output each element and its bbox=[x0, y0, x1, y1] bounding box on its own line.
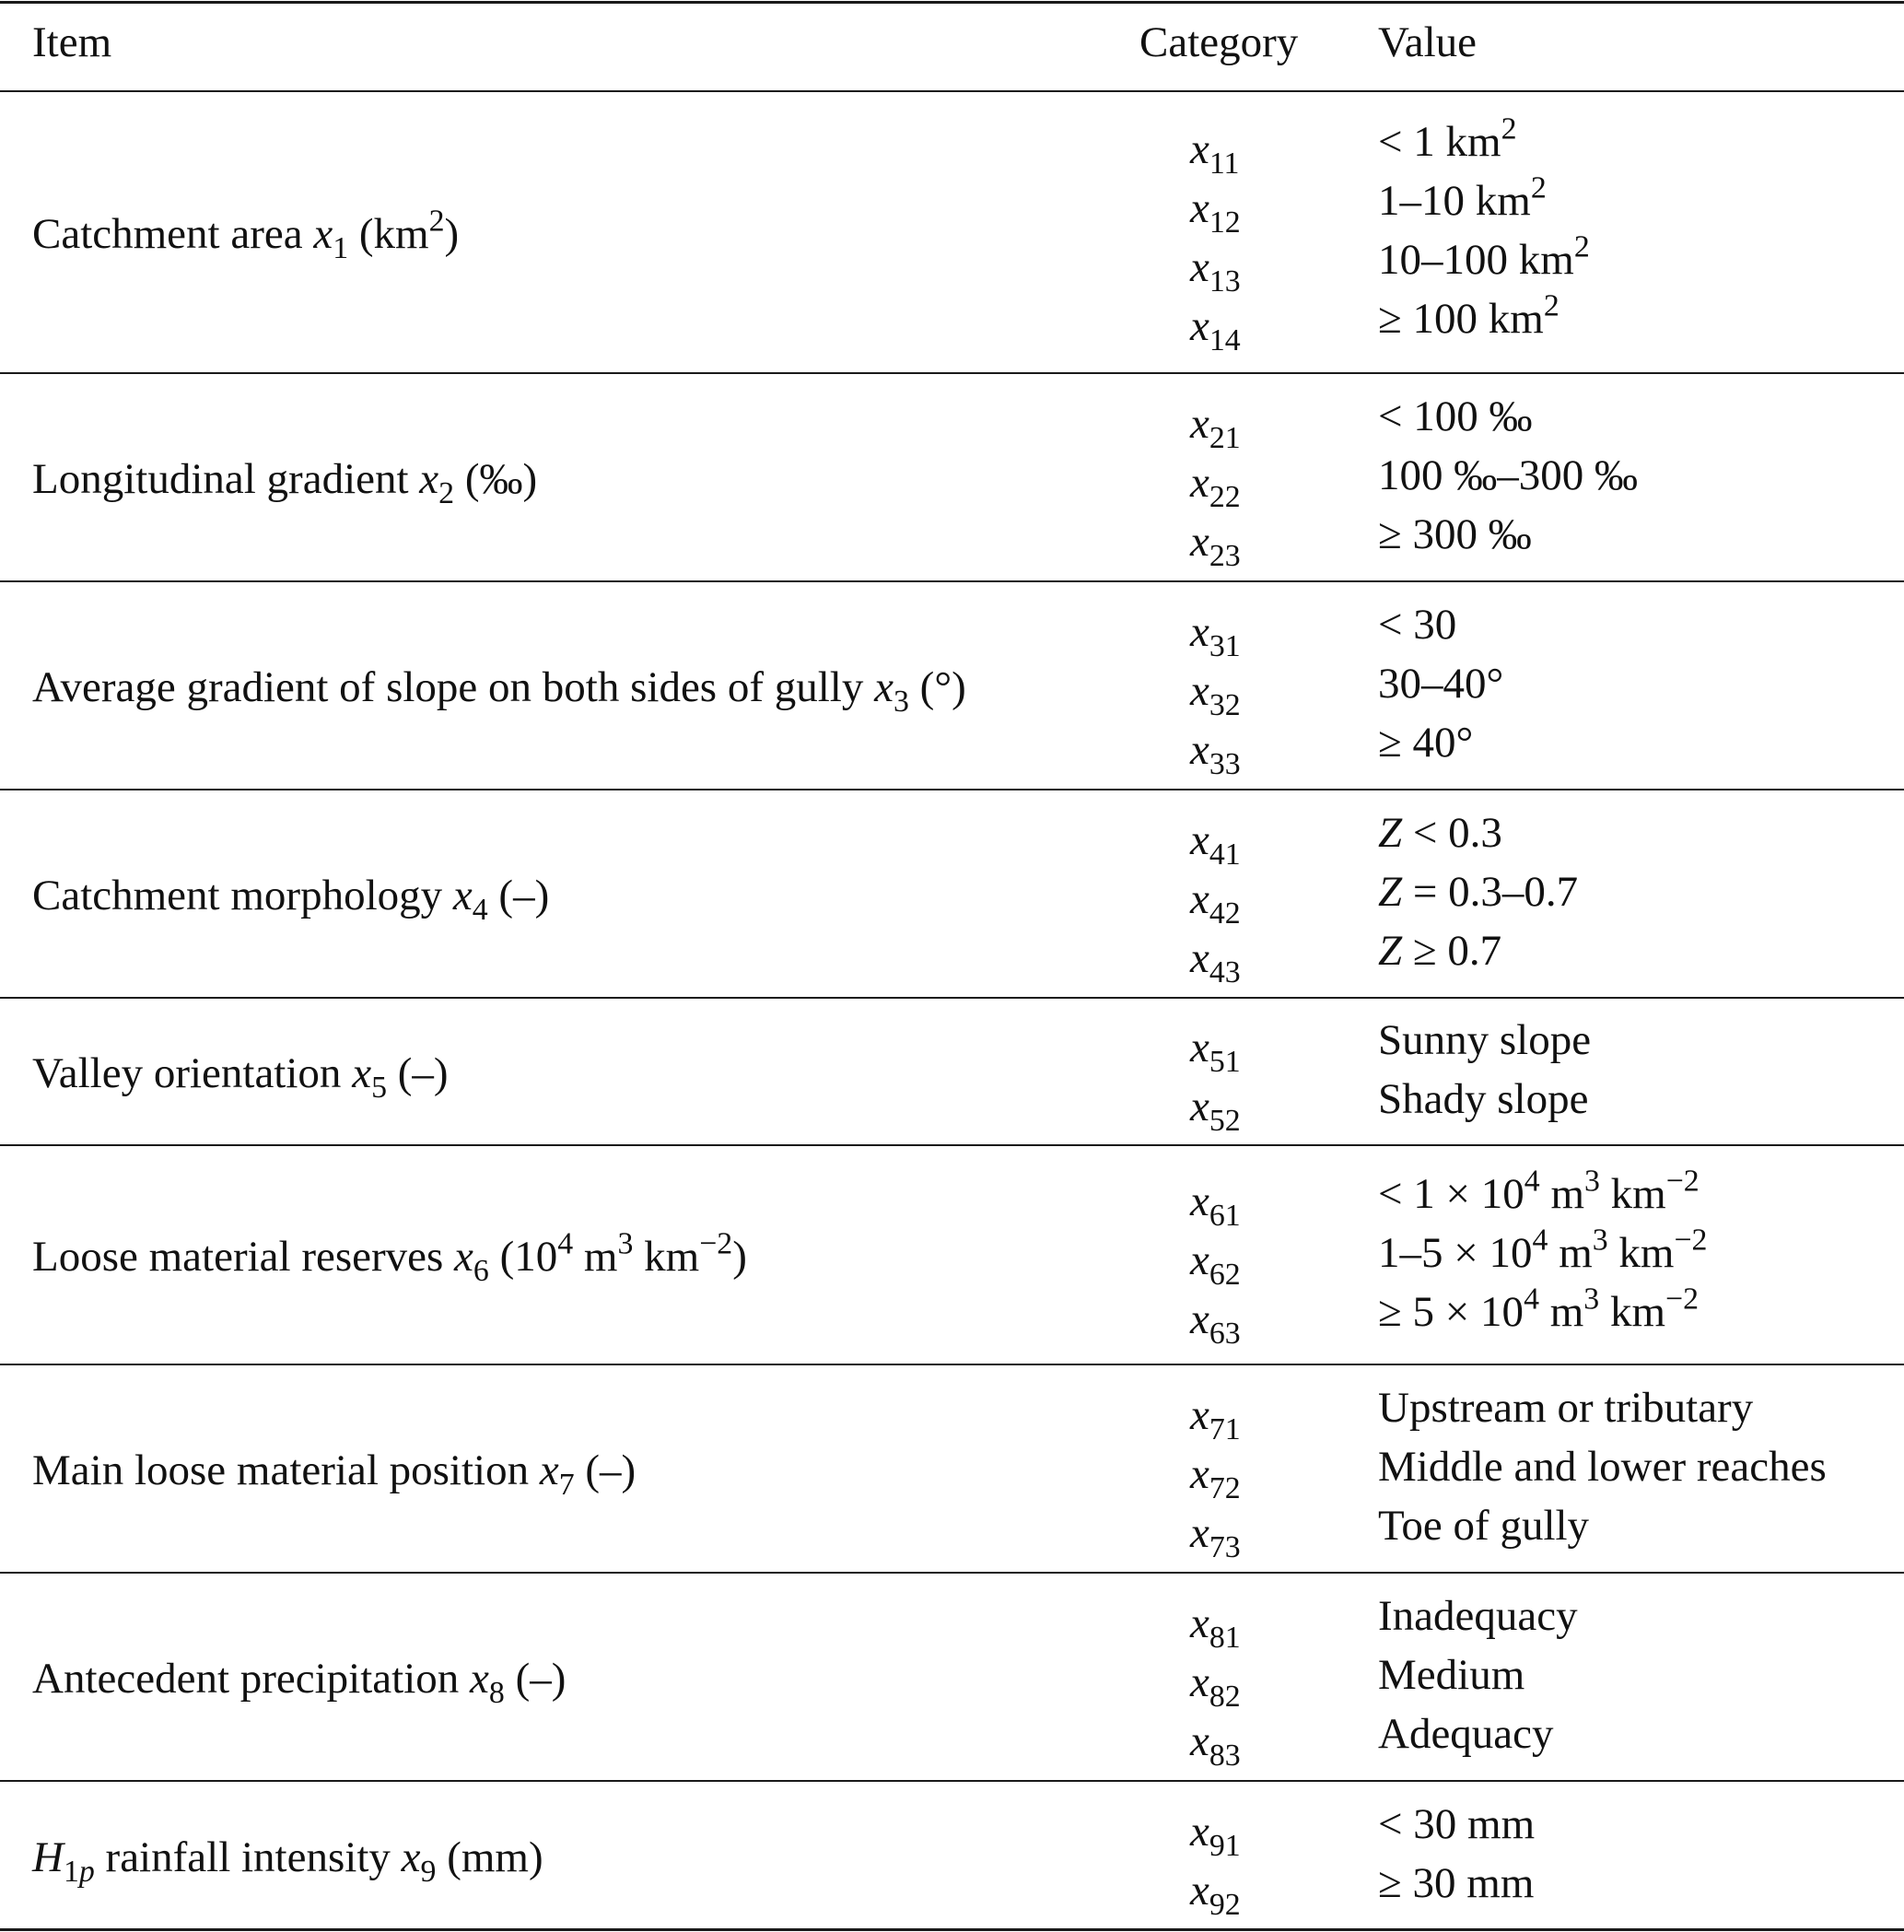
category-list bbox=[1190, 1018, 1241, 1136]
item-variable: x bbox=[419, 455, 439, 503]
value-text: < 0.3 bbox=[1402, 809, 1502, 857]
category-list bbox=[1190, 394, 1241, 571]
category-code bbox=[1190, 1594, 1241, 1653]
value-text: Upstream or tributary bbox=[1378, 1384, 1754, 1432]
category-list bbox=[1190, 1802, 1241, 1920]
value-cell bbox=[1378, 1165, 1707, 1224]
value-superscript: 2 bbox=[1543, 288, 1559, 323]
category-variable: x bbox=[1190, 1083, 1209, 1130]
item-text: Catchment area bbox=[32, 210, 314, 258]
table-row bbox=[0, 790, 1904, 998]
item-label bbox=[32, 205, 459, 263]
value-list bbox=[1378, 1795, 1535, 1913]
category-code bbox=[1190, 297, 1241, 356]
value-list bbox=[1378, 112, 1590, 348]
category-subscript: 92 bbox=[1209, 1887, 1241, 1922]
header-category: Category bbox=[1139, 18, 1299, 66]
item-variable-subscript: 4 bbox=[472, 892, 488, 927]
value-variable: Z bbox=[1378, 868, 1403, 916]
category-variable: x bbox=[1190, 518, 1209, 566]
category-variable: x bbox=[1190, 459, 1209, 507]
table-row bbox=[0, 1781, 1904, 1929]
category-subscript: 91 bbox=[1209, 1828, 1241, 1863]
value-superscript: 2 bbox=[1530, 170, 1547, 205]
value-cell bbox=[1378, 1437, 1827, 1496]
value-cell bbox=[1378, 862, 1578, 921]
category-variable: x bbox=[1190, 934, 1209, 982]
value-superscript: −2 bbox=[1674, 1223, 1708, 1258]
category-code bbox=[1190, 1653, 1241, 1712]
value-cell bbox=[1378, 112, 1590, 171]
value-superscript: −2 bbox=[1665, 1164, 1700, 1199]
table-row bbox=[0, 1573, 1904, 1781]
category-code bbox=[1190, 1386, 1241, 1445]
item-unit: (–) bbox=[386, 1049, 449, 1097]
table-row bbox=[0, 998, 1904, 1145]
value-cell bbox=[1378, 289, 1590, 348]
category-code bbox=[1190, 662, 1241, 720]
category-code bbox=[1190, 811, 1241, 870]
item-unit-superscript: −2 bbox=[699, 1226, 733, 1261]
item-unit: (10 bbox=[488, 1233, 558, 1281]
value-list bbox=[1378, 803, 1578, 980]
category-variable: x bbox=[1190, 1867, 1209, 1914]
category-variable: x bbox=[1190, 726, 1209, 774]
category-subscript: 52 bbox=[1209, 1103, 1241, 1138]
category-subscript: 51 bbox=[1209, 1044, 1241, 1079]
item-unit: (–) bbox=[574, 1446, 637, 1494]
category-subscript: 71 bbox=[1209, 1411, 1241, 1446]
category-variable: x bbox=[1190, 302, 1209, 350]
value-text: m bbox=[1548, 1229, 1593, 1277]
value-cell bbox=[1378, 713, 1503, 772]
item-lead-sub-digit: 1 bbox=[63, 1854, 79, 1889]
value-text: 10–100 km bbox=[1378, 236, 1574, 284]
value-text: m bbox=[1538, 1288, 1584, 1336]
category-subscript: 81 bbox=[1209, 1620, 1241, 1655]
item-label bbox=[32, 450, 537, 509]
category-variable: x bbox=[1190, 1295, 1209, 1343]
item-lead-subscript bbox=[64, 1855, 95, 1889]
item-label bbox=[32, 1441, 636, 1500]
category-variable: x bbox=[1190, 1450, 1209, 1498]
category-list bbox=[1190, 1594, 1241, 1771]
category-subscript: 11 bbox=[1209, 146, 1240, 181]
value-list bbox=[1378, 387, 1638, 564]
category-subscript: 83 bbox=[1209, 1738, 1241, 1773]
category-variable: x bbox=[1190, 1658, 1209, 1706]
item-unit-superscript: 2 bbox=[428, 204, 445, 239]
item-text: rainfall intensity bbox=[94, 1833, 402, 1881]
category-code bbox=[1190, 453, 1241, 512]
value-text: m bbox=[1539, 1170, 1584, 1218]
value-text: km bbox=[1607, 1229, 1675, 1277]
category-code bbox=[1190, 1861, 1241, 1920]
value-text: ≥ 40° bbox=[1378, 719, 1474, 767]
category-subscript: 31 bbox=[1209, 628, 1241, 663]
value-superscript: 3 bbox=[1583, 1282, 1600, 1317]
item-lead-symbol: H bbox=[32, 1833, 64, 1881]
category-subscript: 33 bbox=[1209, 746, 1241, 781]
category-code bbox=[1190, 1018, 1241, 1077]
category-code bbox=[1190, 1172, 1241, 1231]
value-text: 100 ‰–300 ‰ bbox=[1378, 451, 1638, 499]
category-variable: x bbox=[1190, 1599, 1209, 1647]
category-code bbox=[1190, 394, 1241, 453]
category-variable: x bbox=[1190, 875, 1209, 923]
category-subscript: 21 bbox=[1209, 420, 1241, 455]
item-variable: x bbox=[452, 872, 473, 919]
item-unit-superscript: 3 bbox=[617, 1226, 634, 1261]
category-code bbox=[1190, 929, 1241, 988]
value-text: Toe of gully bbox=[1378, 1502, 1590, 1550]
category-subscript: 41 bbox=[1209, 837, 1241, 872]
value-text: < 30 bbox=[1378, 601, 1457, 649]
value-cell bbox=[1378, 1496, 1827, 1555]
item-label bbox=[32, 1044, 449, 1103]
value-cell bbox=[1378, 1011, 1591, 1070]
category-code bbox=[1190, 1802, 1241, 1861]
value-cell bbox=[1378, 1378, 1827, 1437]
item-variable: x bbox=[401, 1833, 421, 1881]
item-unit: (‰) bbox=[454, 455, 538, 503]
item-label bbox=[32, 866, 549, 925]
value-cell bbox=[1378, 921, 1578, 980]
value-cell bbox=[1378, 803, 1578, 862]
category-subscript: 61 bbox=[1209, 1198, 1241, 1233]
value-list bbox=[1378, 595, 1503, 772]
value-cell bbox=[1378, 1795, 1535, 1854]
category-list bbox=[1190, 120, 1241, 356]
category-subscript: 72 bbox=[1209, 1470, 1241, 1505]
value-superscript: 4 bbox=[1524, 1164, 1540, 1199]
value-superscript: 2 bbox=[1573, 229, 1590, 264]
category-subscript: 82 bbox=[1209, 1679, 1241, 1714]
category-subscript: 13 bbox=[1209, 263, 1241, 299]
value-text: km bbox=[1599, 1170, 1666, 1218]
category-subscript: 12 bbox=[1209, 205, 1241, 240]
value-superscript: 2 bbox=[1501, 111, 1517, 146]
category-code bbox=[1190, 512, 1241, 571]
category-subscript: 62 bbox=[1209, 1257, 1241, 1292]
category-code bbox=[1190, 1077, 1241, 1136]
category-variable: x bbox=[1190, 243, 1209, 291]
value-cell bbox=[1378, 1854, 1535, 1913]
value-text: ≥ 300 ‰ bbox=[1378, 510, 1532, 558]
value-superscript: 3 bbox=[1584, 1164, 1600, 1199]
value-cell bbox=[1378, 1645, 1578, 1704]
category-code bbox=[1190, 603, 1241, 662]
value-cell bbox=[1378, 1070, 1591, 1129]
value-text: Adequacy bbox=[1378, 1710, 1554, 1758]
value-text: < 1 km bbox=[1378, 118, 1501, 166]
category-code bbox=[1190, 720, 1241, 779]
table-row bbox=[0, 581, 1904, 790]
category-code bbox=[1190, 179, 1241, 238]
category-subscript: 14 bbox=[1209, 322, 1241, 357]
item-variable: x bbox=[539, 1446, 559, 1494]
item-label bbox=[32, 1227, 747, 1286]
item-unit-tail: m bbox=[573, 1233, 618, 1281]
value-text: = 0.3–0.7 bbox=[1402, 868, 1579, 916]
table-row bbox=[0, 91, 1904, 373]
category-variable: x bbox=[1190, 1177, 1209, 1225]
table-row bbox=[0, 373, 1904, 581]
value-list bbox=[1378, 1011, 1591, 1129]
value-cell bbox=[1378, 1282, 1707, 1341]
item-variable: x bbox=[470, 1655, 489, 1703]
value-cell bbox=[1378, 1587, 1578, 1645]
value-text: 30–40° bbox=[1378, 660, 1504, 708]
item-variable-subscript: 9 bbox=[420, 1854, 437, 1889]
item-variable-subscript: 5 bbox=[371, 1070, 387, 1105]
category-code bbox=[1190, 1504, 1241, 1563]
item-unit-tail: ) bbox=[444, 210, 460, 258]
item-variable-subscript: 8 bbox=[488, 1675, 505, 1710]
item-text: Valley orientation bbox=[32, 1049, 353, 1097]
category-variable: x bbox=[1190, 1236, 1209, 1284]
item-text: Average gradient of slope on both sides of gully bbox=[32, 663, 875, 711]
value-text: Middle and lower reaches bbox=[1378, 1443, 1827, 1491]
value-text: Inadequacy bbox=[1378, 1592, 1578, 1640]
category-subscript: 63 bbox=[1209, 1316, 1241, 1351]
value-superscript: 4 bbox=[1532, 1223, 1548, 1258]
item-label bbox=[32, 658, 966, 717]
item-unit: (km bbox=[348, 210, 429, 258]
header-item: Item bbox=[32, 18, 112, 66]
category-variable: x bbox=[1190, 1391, 1209, 1439]
header-value: Value bbox=[1378, 18, 1478, 66]
item-variable-subscript: 1 bbox=[333, 230, 349, 265]
category-code bbox=[1190, 120, 1241, 179]
item-text: Catchment morphology bbox=[32, 872, 453, 919]
item-variable: x bbox=[352, 1049, 372, 1097]
value-cell bbox=[1378, 595, 1503, 654]
value-text: < 100 ‰ bbox=[1378, 392, 1533, 440]
category-variable: x bbox=[1190, 667, 1209, 715]
item-text: Antecedent precipitation bbox=[32, 1655, 471, 1703]
value-cell bbox=[1378, 171, 1590, 230]
value-cell bbox=[1378, 387, 1638, 446]
value-superscript: 3 bbox=[1592, 1223, 1608, 1258]
category-code bbox=[1190, 238, 1241, 297]
value-list bbox=[1378, 1587, 1578, 1763]
category-subscript: 23 bbox=[1209, 538, 1241, 573]
item-text: Loose material reserves bbox=[32, 1233, 455, 1281]
item-variable-subscript: 3 bbox=[894, 684, 909, 719]
item-unit: (mm) bbox=[436, 1833, 543, 1881]
value-cell bbox=[1378, 654, 1503, 713]
item-variable-subscript: 7 bbox=[558, 1467, 575, 1502]
category-variable: x bbox=[1190, 184, 1209, 232]
value-text: < 30 mm bbox=[1378, 1800, 1536, 1848]
item-lead-sub-letter: p bbox=[78, 1854, 95, 1889]
value-cell bbox=[1378, 446, 1638, 505]
category-subscript: 73 bbox=[1209, 1529, 1241, 1564]
item-unit: (–) bbox=[504, 1655, 567, 1703]
item-unit-superscript: 4 bbox=[557, 1226, 574, 1261]
item-variable: x bbox=[874, 663, 894, 711]
value-text: km bbox=[1599, 1288, 1666, 1336]
item-variable: x bbox=[313, 210, 333, 258]
item-label bbox=[32, 1828, 543, 1887]
category-code bbox=[1190, 1290, 1241, 1349]
item-label bbox=[32, 1649, 566, 1708]
value-text: ≥ 30 mm bbox=[1378, 1859, 1535, 1907]
category-code bbox=[1190, 870, 1241, 929]
table-row bbox=[0, 1145, 1904, 1364]
item-text: Longitudinal gradient bbox=[32, 455, 420, 503]
table-row bbox=[0, 1364, 1904, 1573]
value-text: ≥ 100 km bbox=[1378, 295, 1544, 343]
category-subscript: 32 bbox=[1209, 687, 1241, 722]
value-text: 1–5 × 10 bbox=[1378, 1229, 1533, 1277]
item-text: Main loose material position bbox=[32, 1446, 540, 1494]
value-text: < 1 × 10 bbox=[1378, 1170, 1524, 1218]
item-unit: (°) bbox=[908, 663, 966, 711]
category-variable: x bbox=[1190, 816, 1209, 864]
category-subscript: 42 bbox=[1209, 896, 1241, 931]
value-cell bbox=[1378, 230, 1590, 289]
item-variable: x bbox=[454, 1233, 473, 1281]
category-code bbox=[1190, 1231, 1241, 1290]
value-cell bbox=[1378, 1704, 1578, 1763]
category-variable: x bbox=[1190, 1808, 1209, 1856]
item-unit-tail: ) bbox=[732, 1233, 747, 1281]
category-variable: x bbox=[1190, 400, 1209, 448]
value-cell bbox=[1378, 505, 1638, 564]
value-text: Shady slope bbox=[1378, 1075, 1589, 1123]
category-list bbox=[1190, 1172, 1241, 1349]
category-code bbox=[1190, 1445, 1241, 1504]
item-unit-tail: km bbox=[633, 1233, 700, 1281]
value-list bbox=[1378, 1165, 1707, 1341]
category-variable: x bbox=[1190, 608, 1209, 656]
category-code bbox=[1190, 1712, 1241, 1771]
category-subscript: 43 bbox=[1209, 954, 1241, 989]
category-subscript: 22 bbox=[1209, 479, 1241, 514]
value-cell bbox=[1378, 1224, 1707, 1282]
value-variable: Z bbox=[1378, 927, 1403, 975]
value-list bbox=[1378, 1378, 1827, 1555]
value-text: ≥ 0.7 bbox=[1402, 927, 1502, 975]
table-bottom-rule bbox=[0, 1928, 1904, 1931]
category-variable: x bbox=[1190, 1024, 1209, 1071]
item-variable-subscript: 2 bbox=[438, 475, 455, 510]
category-list bbox=[1190, 603, 1241, 779]
category-list bbox=[1190, 1386, 1241, 1563]
value-variable: Z bbox=[1378, 809, 1403, 857]
value-text: Sunny slope bbox=[1378, 1016, 1592, 1064]
item-variable-subscript: 6 bbox=[473, 1253, 489, 1288]
item-unit: (–) bbox=[487, 872, 550, 919]
value-text: 1–10 km bbox=[1378, 177, 1531, 225]
table-top-rule bbox=[0, 1, 1904, 4]
value-superscript: −2 bbox=[1665, 1282, 1700, 1317]
category-variable: x bbox=[1190, 1717, 1209, 1765]
category-variable: x bbox=[1190, 1509, 1209, 1557]
category-list bbox=[1190, 811, 1241, 988]
value-superscript: 4 bbox=[1524, 1282, 1539, 1317]
value-text: Medium bbox=[1378, 1651, 1525, 1699]
value-text: ≥ 5 × 10 bbox=[1378, 1288, 1524, 1336]
category-variable: x bbox=[1190, 125, 1209, 173]
